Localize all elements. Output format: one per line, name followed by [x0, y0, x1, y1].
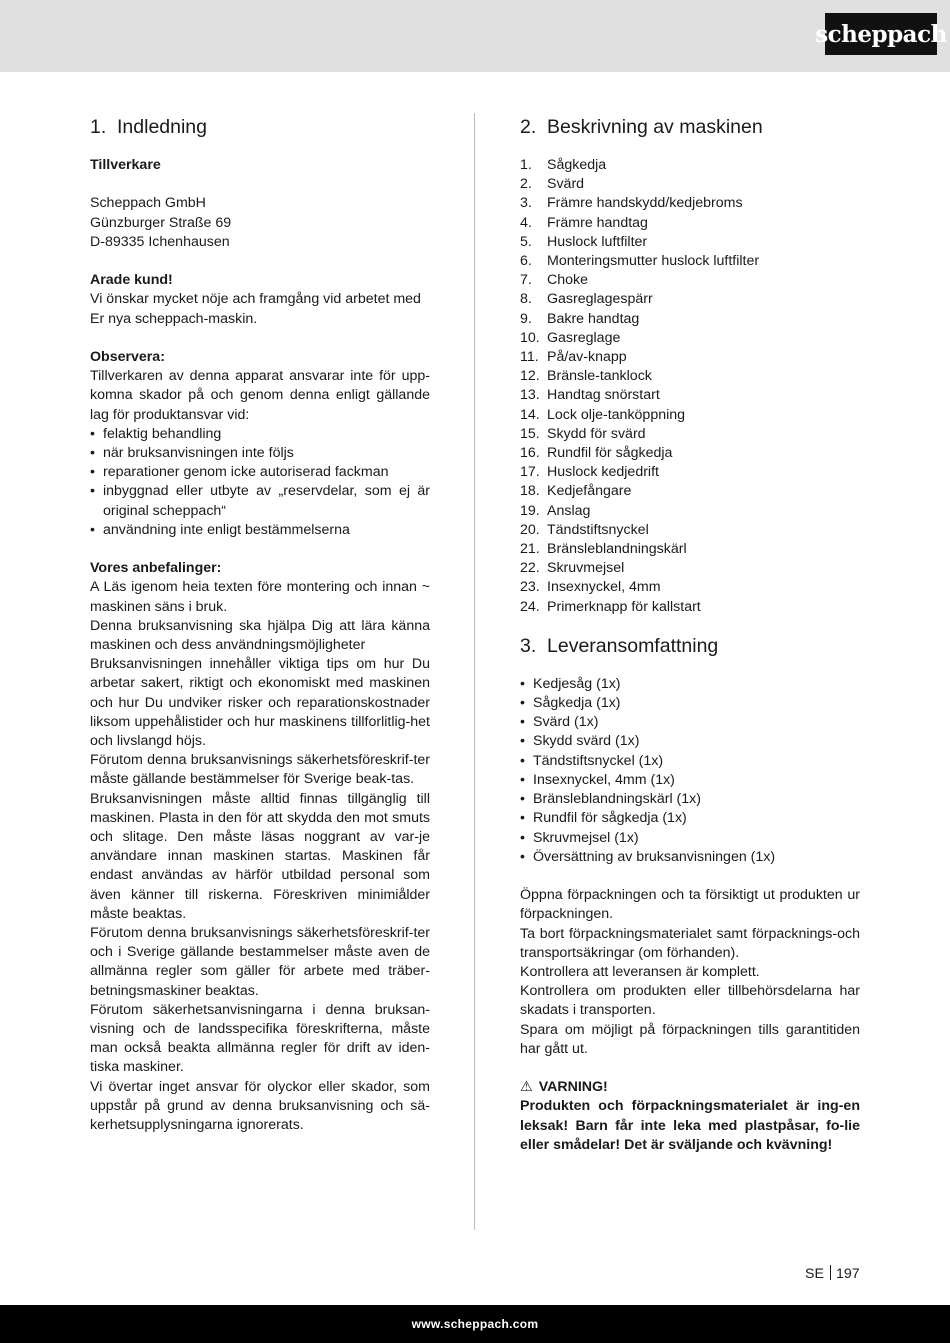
warning-triangle-icon: ⚠ — [520, 1079, 533, 1096]
greeting-heading: Arade kund! — [90, 272, 173, 289]
recommend-paragraph: Förutom säkerhetsanvisningarna i denna bruksan-visning och de landsspecifika föreskrifterna, måste man också beakta allmänna regler för drift av iden-tiska maskiner. — [90, 1001, 430, 1076]
delivery-list-item: • Svärd (1x) — [520, 713, 860, 732]
parts-list-item: 17. Huslock kedjedrift — [520, 464, 659, 481]
recommend-paragraph: Förutom denna bruksanvisnings säkerhetsföreskrif-ter måste gällande bestämmelser för Sverige beak-tas. — [90, 752, 430, 788]
parts-list-item: 2. Svärd — [520, 176, 585, 193]
parts-list-item: 16. Rundfil för sågkedja — [520, 445, 673, 462]
delivery-list-item: • Tändstiftsnyckel (1x) — [520, 752, 860, 771]
warning-heading: ⚠ VARNING! — [520, 1079, 608, 1096]
top-bar — [0, 0, 950, 72]
recommend-paragraph: Bruksanvisningen måste alltid finnas tillgänglig till maskinen. Plasta in den för att skydda den mot smuts och slitage. Den måste läsas noggrant av var-je användare innan maskinen startas. Maskinen får endast användas av härför utbildad personal som även känner till riskerna. Föreskriven minimiålder måste beaktas. — [90, 790, 430, 922]
scheppach-logo: scheppach — [825, 13, 937, 55]
parts-list-item: 19. Anslag — [520, 502, 591, 519]
parts-list-item: 1. Sågkedja — [520, 157, 607, 173]
parts-list-item: 23. Insexnyckel, 4mm — [520, 579, 661, 596]
recommend-paragraph: Vi övertar inget ansvar för olyckor eller skador, som uppstår på grund av denna bruksanvisning och sä-kerhetsupplysningarna ignorerats. — [90, 1078, 430, 1134]
delivery-list-item: • Skruvmejsel (1x) — [520, 829, 860, 848]
delivery-list-item: • Skydd svärd (1x) — [520, 732, 860, 751]
parts-list-item: 4. Främre handtag — [520, 214, 648, 231]
manufacturer-heading: Tillverkare — [90, 157, 161, 173]
parts-list-item: 20. Tändstiftsnyckel — [520, 521, 649, 538]
recommend-paragraph: Förutom denna bruksanvisnings säkerhetsföreskrif-ter och i Sverige gällande bestammelser måste aven de allmänna regler som gäller för arbete med träber-betningsmaskiner beaktas. — [90, 925, 430, 999]
manufacturer-address: Scheppach GmbH Günzburger Straße 69 D-89335 Ichenhausen — [90, 195, 232, 250]
observe-list — [90, 425, 430, 540]
parts-list-item: 5. Huslock luftfilter — [520, 233, 648, 250]
delivery-list-item: • Rundfil för sågkedja (1x) — [520, 809, 860, 828]
right-column — [520, 114, 860, 1155]
unpack-paragraph: Spara om möjligt på förpackningen tills garantitiden har gått ut. — [520, 1021, 860, 1057]
delivery-list-item: • Kedjesåg (1x) — [520, 675, 860, 694]
observe-text: Tillverkaren av denna apparat ansvarar inte för upp-komna skador på och genom denna enligt gällande lag för produktansvar vid: — [90, 368, 430, 423]
footer-bar — [0, 1305, 950, 1343]
recommend-paragraph: Bruksanvisningen innehåller viktiga tips om hur Du arbetar sakert, riktigt och ekonomiskt med maskinen och hur Du undviker risker och reparationskostnader liksom uppehålistider och hur maskinens tillforlitlig-het och livslangd höjs. — [90, 656, 430, 750]
page-number: SE 197 — [805, 1266, 860, 1282]
parts-list-item: 21. Bränsleblandningskärl — [520, 541, 687, 558]
section-2-heading: 2. Beskrivning av maskinen — [520, 116, 763, 138]
column-divider — [474, 113, 475, 1230]
parts-list-item: 10. Gasreglage — [520, 329, 621, 346]
list-item: • användning inte enligt bestämmelserna — [90, 521, 430, 540]
unpack-paragraph: Ta bort förpackningsmaterialet samt förpacknings-och transportsäkringar (om förhanden). — [520, 925, 860, 961]
unpack-paragraph: Kontrollera att leveransen är komplett. — [520, 963, 760, 980]
recommend-paragraph: Denna bruksanvisning ska hjälpa Dig att lära känna maskinen och dess användningsmöjligheter — [90, 617, 430, 654]
delivery-list-item: • Översättning av bruksanvisningen (1x) — [520, 848, 860, 867]
parts-list-item: 15. Skydd för svärd — [520, 425, 646, 442]
recommend-paragraph: A Läs igenom heia texten före montering och innan ~ maskinen säns i bruk. — [90, 579, 430, 615]
recommend-heading: Vores anbefalinger: — [90, 560, 222, 577]
list-item: • inbyggnad eller utbyte av „reservdelar, som ej är original scheppach“ — [90, 482, 430, 520]
unpack-paragraph: Kontrollera om produkten eller tillbehörsdelarna har skadats i transporten. — [520, 983, 860, 1019]
parts-list-item: 22. Skruvmejsel — [520, 560, 625, 577]
parts-list-item: 14. Lock olje-tanköppning — [520, 406, 686, 423]
delivery-list-item: • Insexnyckel, 4mm (1x) — [520, 771, 860, 790]
section-1-heading: 1. Indledning — [90, 116, 207, 138]
parts-list — [520, 156, 860, 617]
list-item: • reparationer genom icke autoriserad fackman — [90, 463, 430, 482]
parts-list-item: 8. Gasreglagespärr — [520, 291, 653, 308]
parts-list-item: 6. Monteringsmutter huslock luftfilter — [520, 253, 760, 270]
parts-list-item: 9. Bakre handtag — [520, 310, 640, 327]
parts-list-item: 24. Primerknapp för kallstart — [520, 598, 701, 615]
parts-list-item: 11. På/av-knapp — [520, 349, 627, 366]
parts-list-item: 7. Choke — [520, 272, 589, 289]
footer-url[interactable]: www.scheppach.com — [411, 1317, 539, 1331]
delivery-list-item: • Bränsleblandningskärl (1x) — [520, 790, 860, 809]
delivery-list — [520, 675, 860, 867]
section-3-heading: 3. Leveransomfattning — [520, 634, 719, 657]
observe-heading: Observera: — [90, 348, 165, 365]
warning-text: Produkten och förpackningsmaterialet är ing-en leksak! Barn får inte leka med plastpåsar, fo-lie eller smådelar! Det är sväljande och kvävning! — [520, 1098, 860, 1153]
unpack-paragraph: Öppna förpackningen och ta försiktigt ut produkten ur förpackningen. — [520, 887, 860, 923]
delivery-list-item: • Sågkedja (1x) — [520, 694, 860, 713]
list-item: • när bruksanvisningen inte följs — [90, 444, 430, 463]
list-item: • felaktig behandling — [90, 425, 430, 444]
greeting-text: Vi önskar mycket nöje ach framgång vid arbetet med Er nya scheppach-maskin. — [90, 291, 421, 327]
parts-list-item: 3. Främre handskydd/kedjebroms — [520, 195, 743, 212]
parts-list-item: 18. Kedjefångare — [520, 483, 632, 500]
left-column — [90, 114, 430, 1135]
parts-list-item: 13. Handtag snörstart — [520, 387, 660, 404]
parts-list-item: 12. Bränsle-tanklock — [520, 368, 652, 385]
